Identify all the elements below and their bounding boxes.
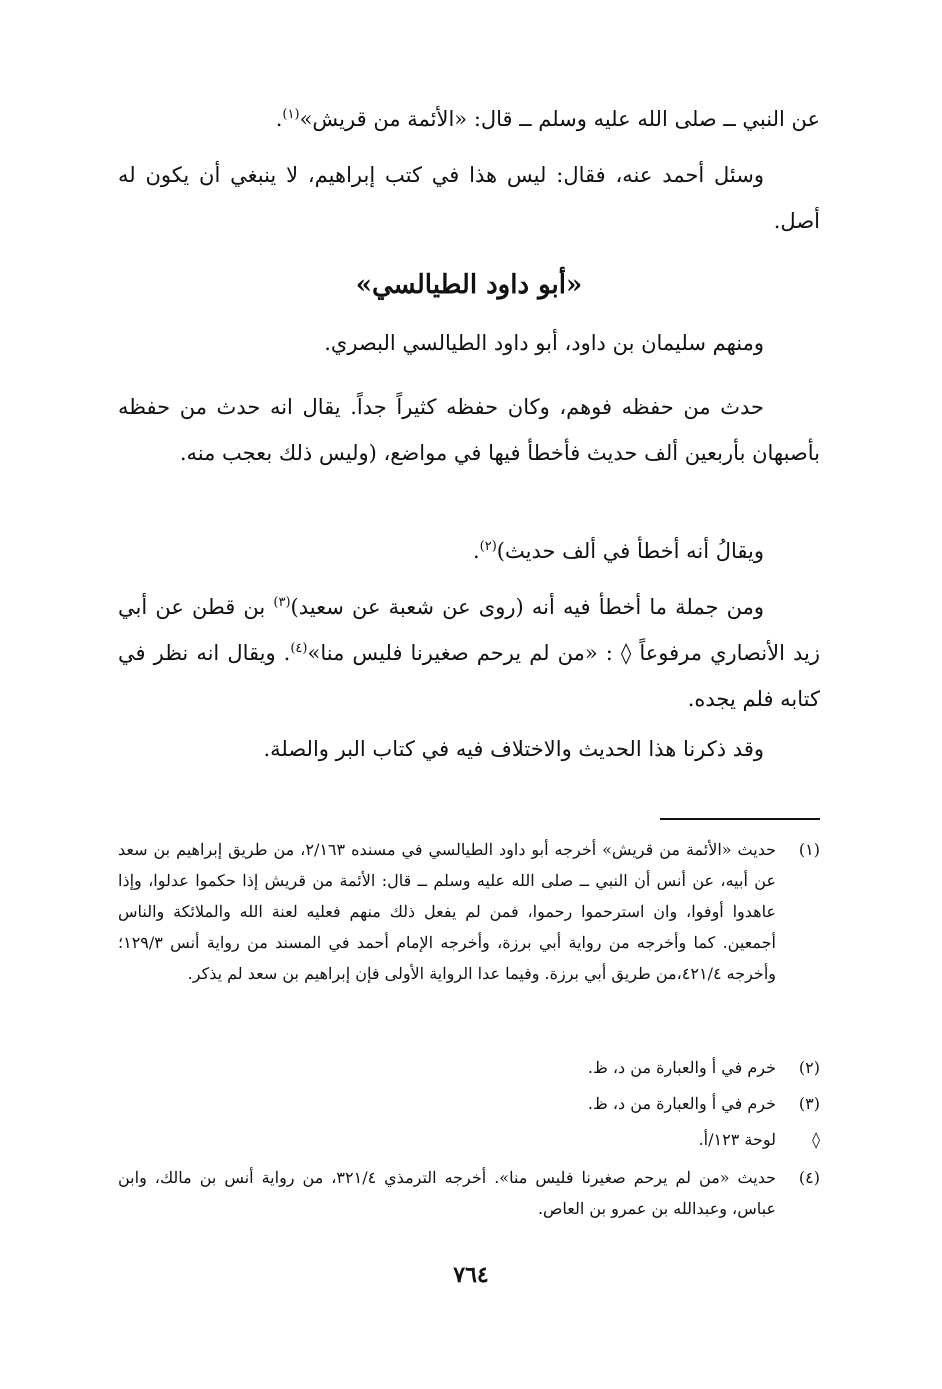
section-heading: «أبو داود الطيالسي»	[355, 270, 583, 300]
body-paragraph-6-text-a: ومن جملة ما أخطأ فيه أنه (روى عن شعبة عن سعيد)	[290, 595, 765, 619]
body-paragraph-1-text: عن النبي ــ صلى الله عليه وسلم ــ قال: «الأئمة من قريش»	[299, 107, 820, 131]
body-paragraph-1-end: .	[275, 107, 283, 131]
footnote-4	[118, 1162, 820, 1224]
body-paragraph-6	[118, 584, 820, 722]
body-paragraph-5	[118, 528, 820, 574]
body-paragraph-6-text-b: بن قطن عن أبي زيد الأنصاري مرفوعاً ◊ : «من لم يرحم صغيرنا فليس منا»	[118, 595, 820, 665]
footnote-1-number: (١)	[798, 840, 820, 859]
page-number: ٧٦٤	[453, 1262, 489, 1288]
footnote-ref-2: (٢)	[479, 539, 497, 554]
body-paragraph-2-text: وسئل أحمد عنه، فقال: ليس هذا في كتب إبراهيم، لا ينبغي أن يكون له أصل.	[118, 163, 820, 233]
body-paragraph-4	[118, 384, 820, 476]
footnote-1-text: حديث «الأئمة من قريش» أخرجه أبو داود الطيالسي في مسنده ٢/١٦٣، من طريق إبراهيم بن سعد عن أبيه، عن أنس أن النبي ــ صلى الله عليه وسلم ــ قال: الأئمة من قريش إذا حكموا عدلوا، وإذا عاهدوا أوفوا، وان استرحموا رحموا، فمن لم يفعل ذلك منهم فعليه لعنة الله والملائكة والناس أجمعين. كما وأخرجه من رواية أبي برزة، وأخرجه الإمام أحمد في المسند من رواية أنس ١٢٩/٣؛ وأخرجه ٤٢١/٤،من طريق أبي برزة. وفيما عدا الرواية الأولى فإن إبراهيم بن سعد لم يذكر.	[118, 840, 776, 983]
footnote-3-number: (٣)	[798, 1094, 820, 1113]
footnote-2-number: (٢)	[798, 1058, 820, 1077]
body-paragraph-4-text: حدث من حفظه فوهم، وكان حفظه كثيراً جداً. يقال انه حدث من حفظه بأصبهان بأربعين ألف حديث فأخطأ فيها في مواضع، (وليس ذلك بعجب منه.	[118, 395, 820, 465]
body-paragraph-1	[118, 96, 820, 142]
footnote-1	[118, 834, 820, 989]
body-paragraph-3	[118, 320, 820, 366]
footnote-ref-4: (٤)	[290, 641, 308, 656]
footnote-3-text: خرم في أ والعبارة من د، ظ.	[587, 1094, 776, 1113]
footnote-marker-symbol: ◊	[812, 1130, 820, 1149]
footnote-4-number: (٤)	[798, 1168, 820, 1187]
body-paragraph-5-text: ويقالُ أنه أخطأ في ألف حديث)	[496, 539, 764, 563]
footnote-2	[118, 1052, 820, 1083]
footnote-ref-3: (٣)	[273, 595, 291, 610]
body-paragraph-2	[118, 152, 820, 244]
footnote-2-text: خرم في أ والعبارة من د، ظ.	[587, 1058, 776, 1077]
footnote-ref-1: (١)	[282, 107, 300, 122]
body-paragraph-5-end: .	[472, 539, 480, 563]
footnote-marker-text: لوحة ١٢٣/أ.	[698, 1130, 776, 1149]
footnote-4-text: حديث «من لم يرحم صغيرنا فليس منا». أخرجه الترمذي ٣٢١/٤، من رواية أنس بن مالك، وابن عباس، وعبدالله بن عمرو بن العاص.	[118, 1168, 776, 1218]
body-paragraph-7	[118, 726, 820, 772]
body-paragraph-3-text: ومنهم سليمان بن داود، أبو داود الطيالسي البصري.	[324, 331, 764, 355]
body-paragraph-6-text-c: . ويقال انه نظر في كتابه فلم يجده.	[118, 641, 820, 711]
footnote-marker-note	[118, 1124, 820, 1155]
body-paragraph-7-text: وقد ذكرنا هذا الحديث والاختلاف فيه في كتاب البر والصلة.	[263, 737, 764, 761]
footnote-separator	[660, 818, 820, 820]
footnote-3	[118, 1088, 820, 1119]
